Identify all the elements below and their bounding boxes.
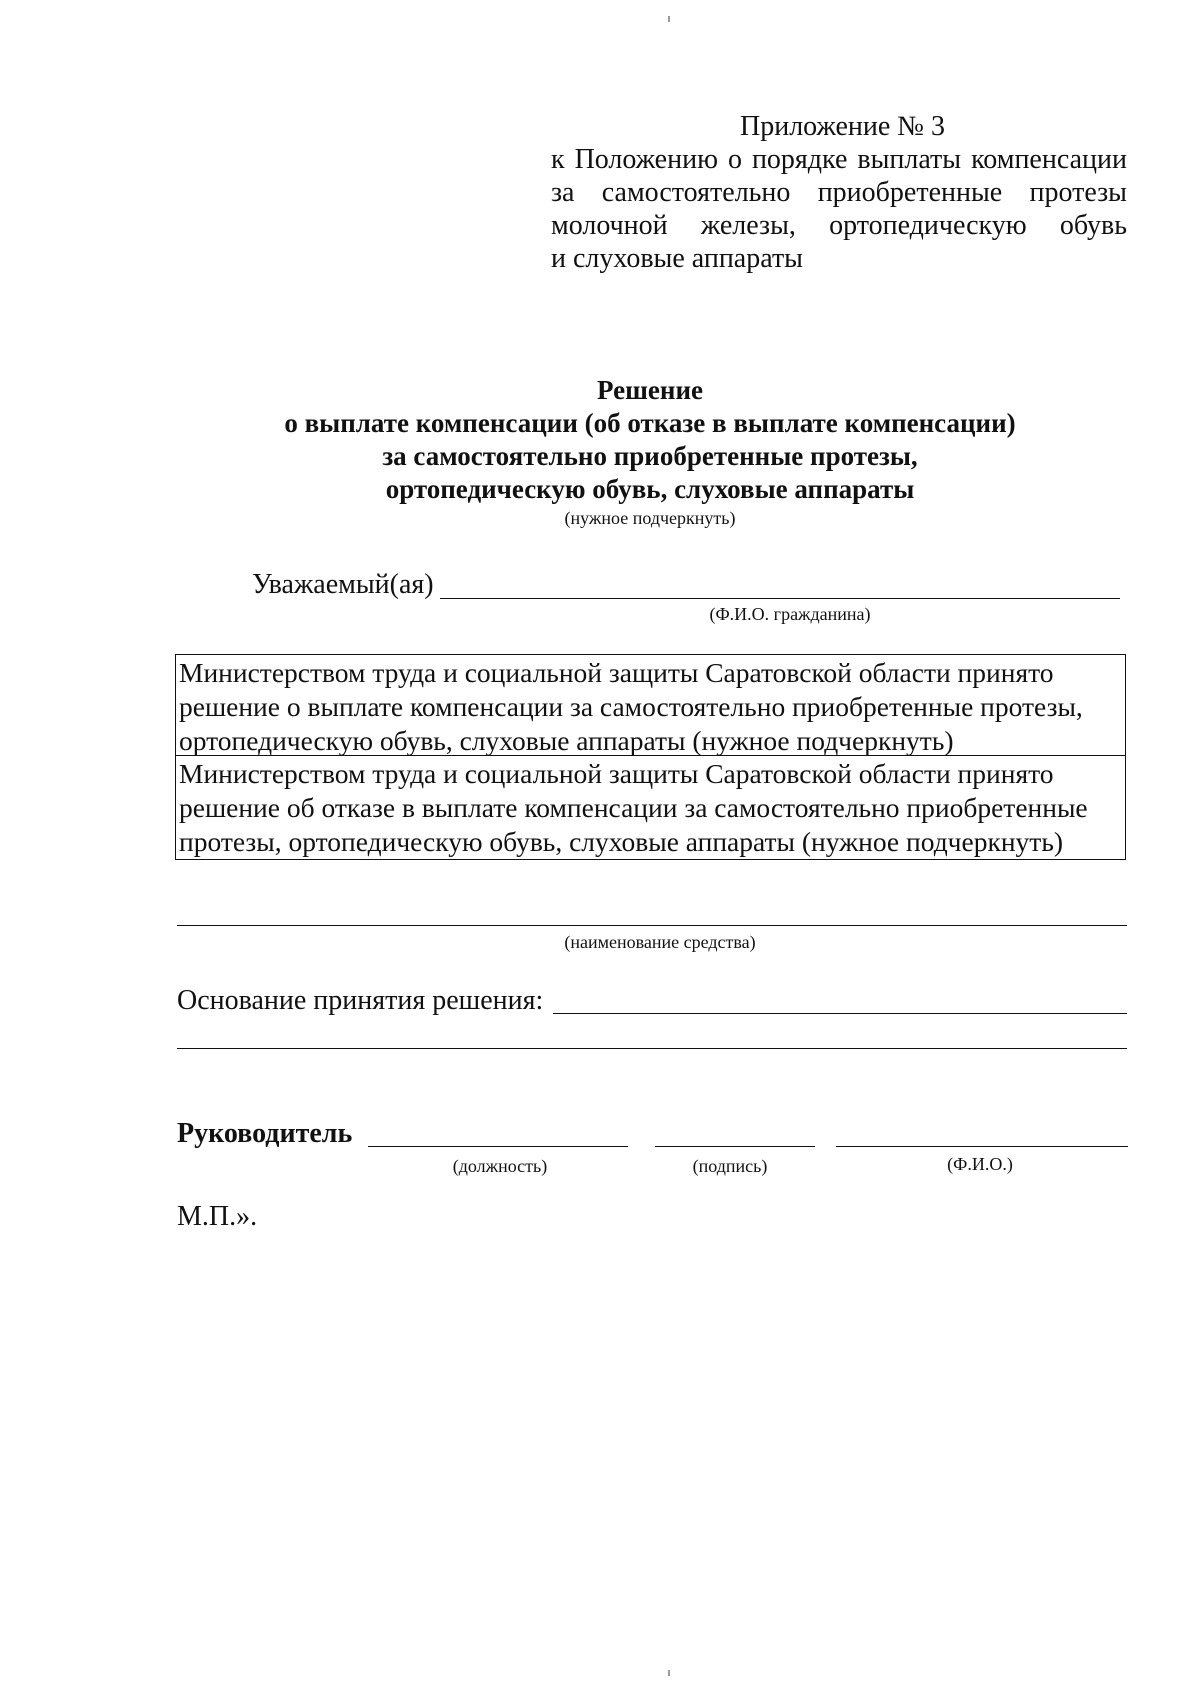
addressee-caption: (Ф.И.О. гражданина)	[709, 604, 871, 624]
stamp-place: М.П.».	[177, 1201, 258, 1232]
signature-field[interactable]	[655, 1146, 815, 1147]
basis-field-continuation[interactable]	[177, 1048, 1127, 1049]
appendix-line: и слуховые аппараты	[551, 243, 803, 274]
scan-speck	[668, 16, 670, 22]
basis-field[interactable]	[553, 1013, 1127, 1014]
means-caption: (наименование средства)	[564, 932, 756, 952]
document-subtitle-line: за самостоятельно приобретенные протезы,	[382, 441, 918, 471]
decision-option-grant	[176, 655, 1125, 755]
signature-caption: (подпись)	[692, 1156, 768, 1176]
appendix-title: Приложение № 3	[740, 111, 945, 142]
document-title: Решение	[597, 375, 703, 405]
means-name-field[interactable]	[177, 925, 1127, 926]
position-caption: (должность)	[452, 1156, 548, 1176]
option-line: ортопедическую обувь, слуховые аппараты (нужное подчеркнуть)	[179, 725, 954, 756]
scan-speck	[668, 1670, 670, 1676]
option-line: Министерством труда и социальной защиты Саратовской области принято	[179, 657, 1054, 688]
document-subtitle-line: о выплате компенсации (об отказе в выплате компенсации)	[284, 408, 1016, 438]
decision-option-refusal	[176, 755, 1125, 859]
appendix-line: к Положению о порядке выплаты компенсации	[551, 144, 1127, 175]
full-name-field[interactable]	[836, 1146, 1128, 1147]
appendix-line: за самостоятельно приобретенные протезы	[551, 177, 1127, 208]
full-name-caption: (Ф.И.О.)	[947, 1154, 1013, 1174]
option-line: Министерством труда и социальной защиты Саратовской области принято	[179, 758, 1054, 789]
option-line: решение об отказе в выплате компенсации за самостоятельно приобретенные	[179, 792, 1088, 823]
appendix-line: молочной железы, ортопедическую обувь	[551, 210, 1127, 241]
addressee-label: Уважаемый(ая)	[252, 569, 434, 600]
position-field[interactable]	[368, 1146, 628, 1147]
underline-hint: (нужное подчеркнуть)	[564, 508, 736, 528]
option-line: решение о выплате компенсации за самостоятельно приобретенные протезы,	[179, 691, 1083, 722]
document-subtitle-line: ортопедическую обувь, слуховые аппараты	[385, 474, 915, 504]
basis-label: Основание принятия решения:	[177, 985, 544, 1016]
addressee-name-field[interactable]	[440, 598, 1120, 599]
head-label: Руководитель	[177, 1118, 353, 1149]
decision-options-table	[175, 654, 1126, 860]
option-line: протезы, ортопедическую обувь, слуховые аппараты (нужное подчеркнуть)	[179, 826, 1064, 857]
